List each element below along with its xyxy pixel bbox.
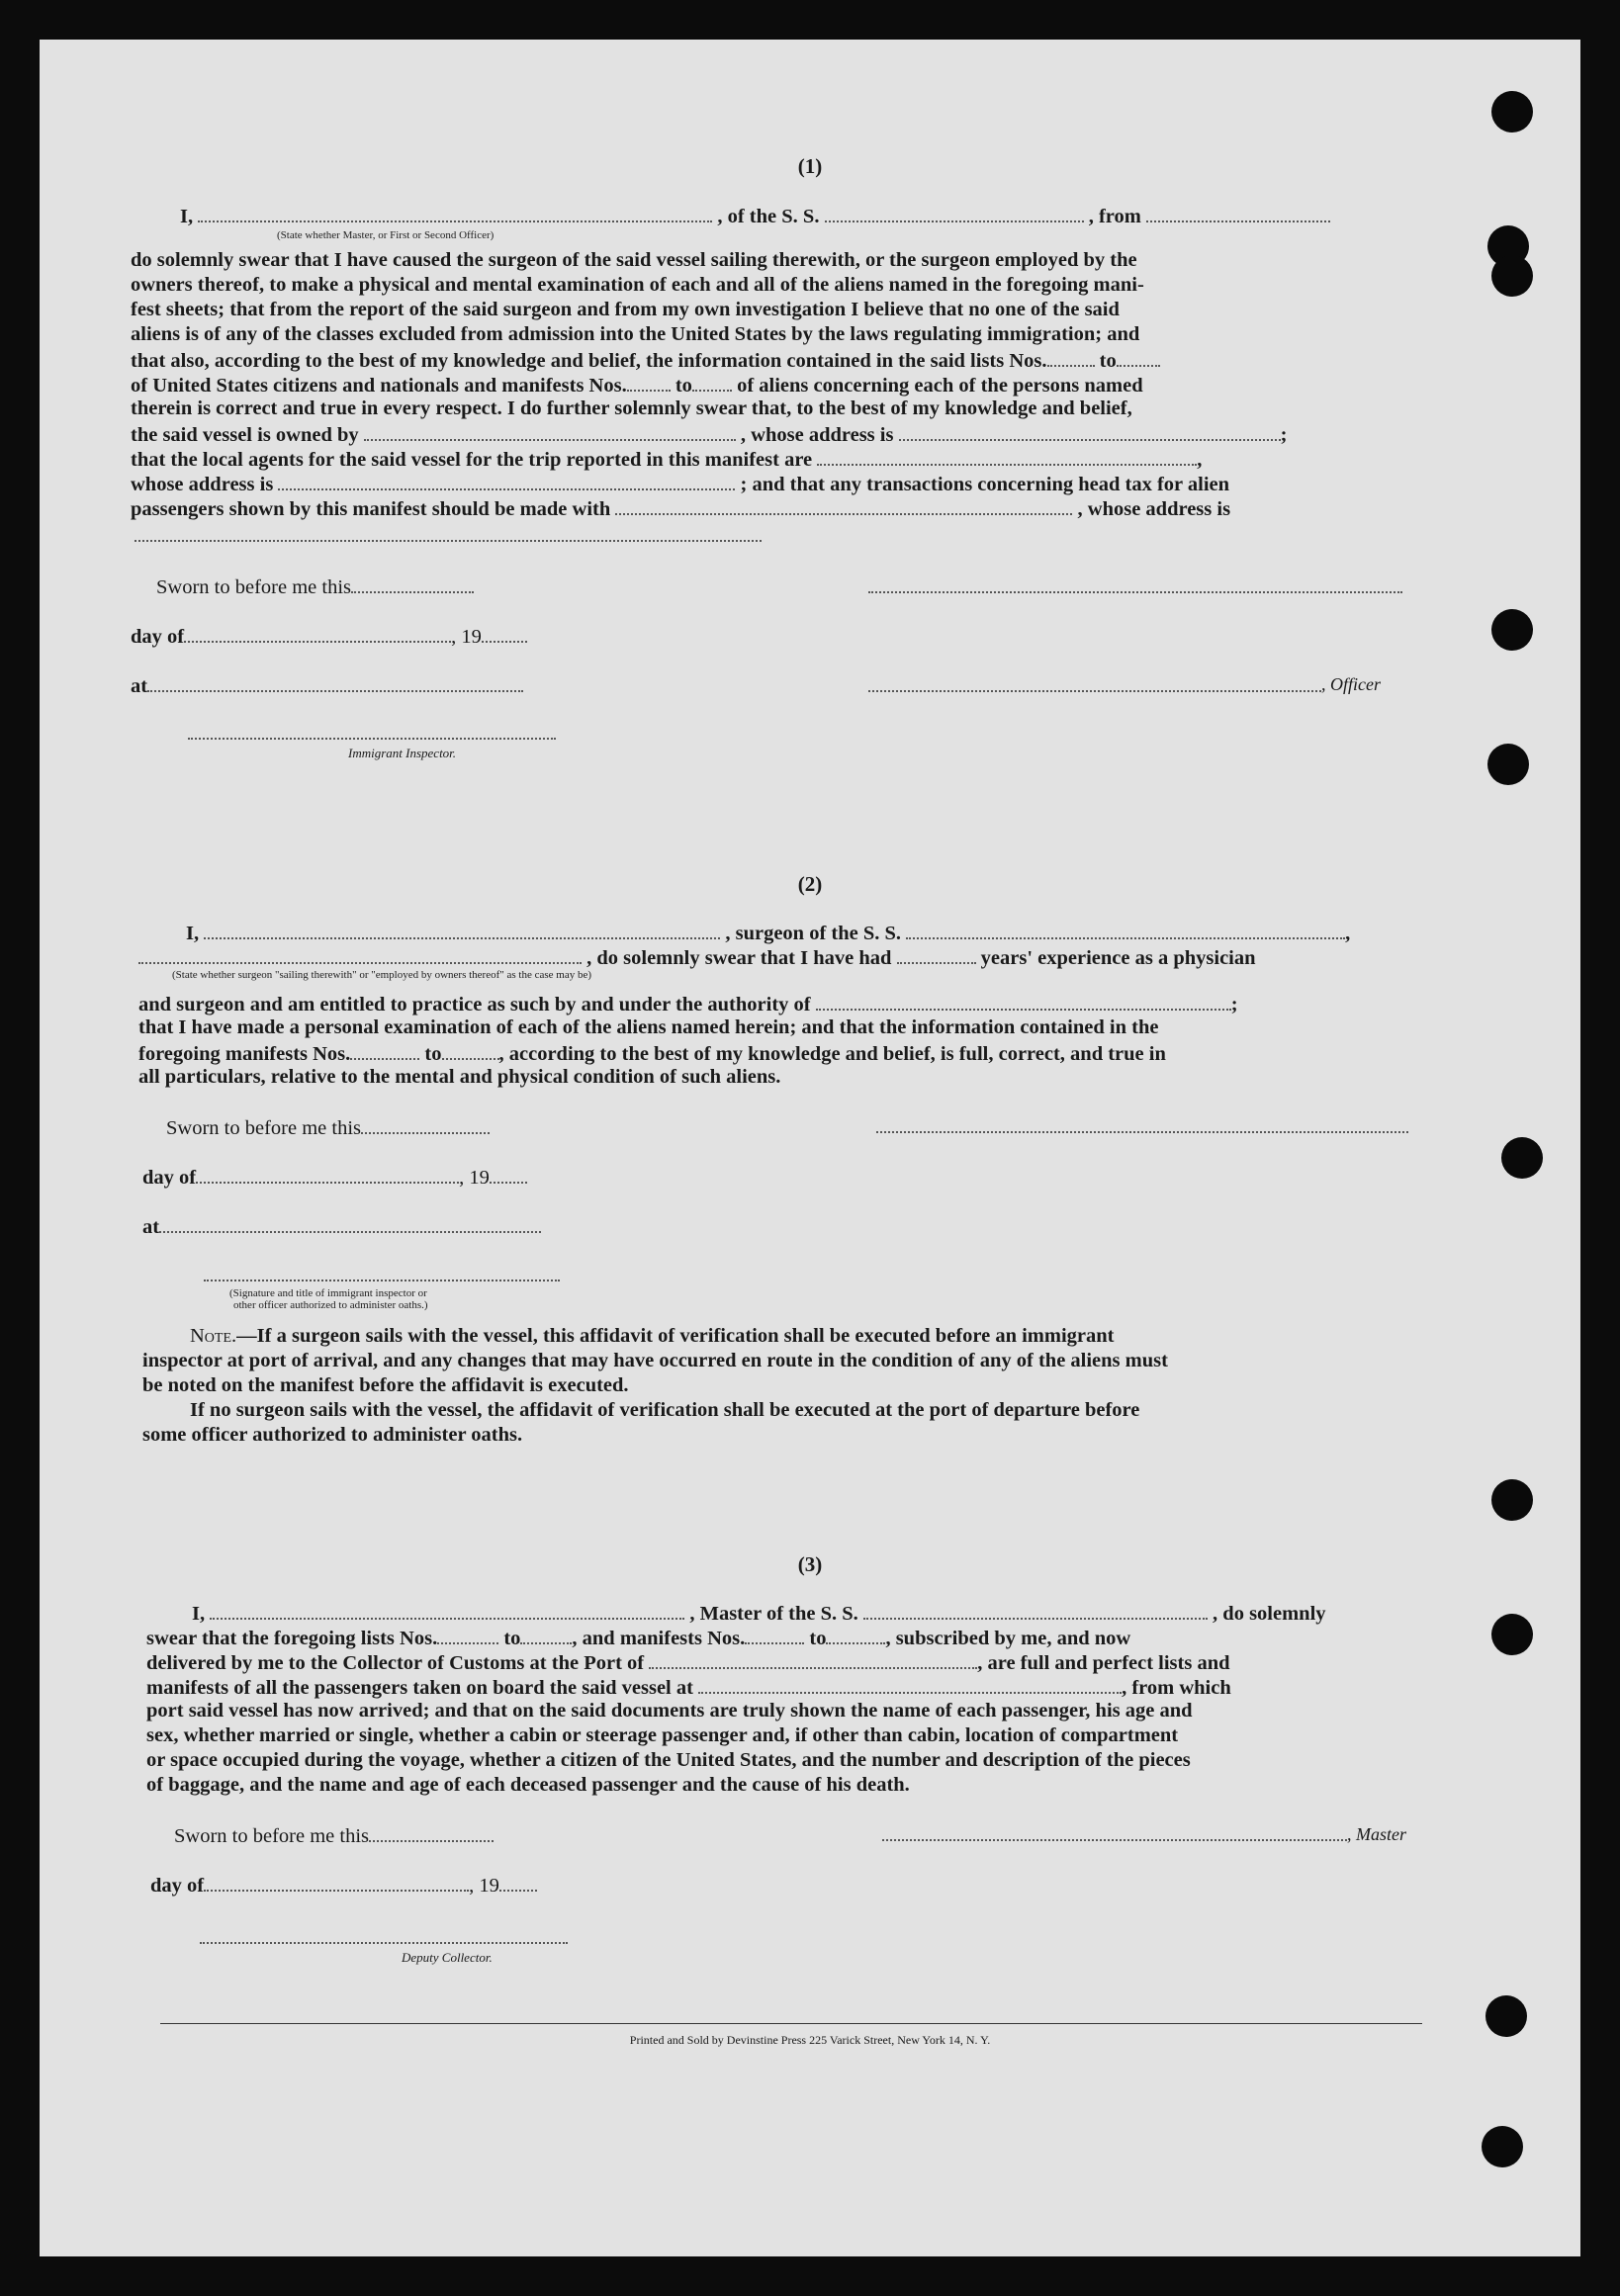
s1-master-signature-line (868, 591, 1402, 593)
s2-note-line: inspector at port of arrival, and any changes that may have occurred en route in the condition of any of the aliens must (142, 1350, 1168, 1371)
punch-hole-1 (1491, 91, 1533, 132)
s2-signature-caption-1: (Signature and title of immigrant inspector or (229, 1287, 427, 1299)
s3-para-line: port said vessel has now arrived; and that on the said documents are truly shown the name of each passenger, his age and (146, 1700, 1193, 1722)
s1-para-line: that the local agents for the said vessel for the trip reported in this manifest are , (131, 446, 1202, 473)
s3-line-1: I, , Master of the S. S. , do solemnly (192, 1600, 1326, 1627)
s1-sworn: Sworn to before me this (156, 574, 474, 600)
s3-para-line: delivered by me to the Collector of Customs at the Port of , are full and perfect lists and (146, 1649, 1230, 1676)
s1-line-1: I, , of the S. S. , from (180, 203, 1330, 229)
s1-para-line: therein is correct and true in every respect. I do further solemnly swear that, to the best of my knowledge and belief, (131, 397, 1132, 419)
punch-hole-7 (1491, 1479, 1533, 1521)
s3-master-signature-line (882, 1839, 1347, 1841)
s2-para-line: all particulars, relative to the mental and physical condition of such aliens. (138, 1066, 781, 1088)
s1-officer-label: , Officer (1321, 674, 1381, 694)
punch-hole-3 (1491, 255, 1533, 297)
s2-dayof: day of , 19 (142, 1164, 527, 1191)
punch-hole-8 (1491, 1614, 1533, 1655)
s1-para-line: the said vessel is owned by , whose address is ; (131, 421, 1287, 448)
s3-para-line: sex, whether married or single, whether a cabin or steerage passenger and, if other than cabin, location of compartment (146, 1724, 1179, 1746)
s1-officer-line (868, 690, 1321, 692)
s1-para-line: that also, according to the best of my knowledge and belief, the information contained in the said lists Nos. to (131, 347, 1160, 374)
punch-hole-10 (1482, 2126, 1523, 2167)
s3-para-line: of baggage, and the name and age of each deceased passenger and the cause of his death. (146, 1774, 910, 1796)
s2-para-line: that I have made a personal examination of each of the aliens named herein; and that the information contained in the (138, 1016, 1159, 1038)
s2-note-line: Note.—If a surgeon sails with the vessel, this affidavit of verification shall be executed before an immigrant (190, 1325, 1115, 1347)
s1-para-line: fest sheets; that from the report of the said surgeon and from my own investigation I believe that no one of the said (131, 299, 1120, 320)
s2-surgeon-caption: (State whether surgeon "sailing therewith" or "employed by owners thereof" as the case may be) (172, 969, 592, 981)
s2-para-line: foregoing manifests Nos. to , according to the best of my knowledge and belief, is full, correct, and true in (138, 1040, 1166, 1067)
s3-sworn: Sworn to before me this (174, 1822, 494, 1849)
punch-hole-9 (1485, 1995, 1527, 2037)
section-2-number: (2) (797, 872, 823, 896)
punch-hole-6 (1501, 1137, 1543, 1179)
s3-collector-line (200, 1942, 568, 1944)
footer-rule (160, 2023, 1422, 2024)
s3-collector-caption: Deputy Collector. (402, 1950, 493, 1965)
s1-inspector-line (188, 738, 556, 740)
s2-line-1: I, , surgeon of the S. S. , (186, 920, 1350, 946)
s1-para-line: aliens is of any of the classes excluded from admission into the United States by the laws regulating immigration; and (131, 323, 1140, 345)
s3-para-line: or space occupied during the voyage, whether a citizen of the United States, and the number and description of the pieces (146, 1749, 1191, 1771)
s1-officer-caption: (State whether Master, or First or Second Officer) (277, 229, 495, 241)
s2-surgeon-signature-line (876, 1131, 1408, 1133)
s1-at: at (131, 672, 523, 699)
s1-address-line (135, 540, 762, 542)
s2-sworn: Sworn to before me this (166, 1114, 490, 1141)
s2-para-line: and surgeon and am entitled to practice as such by and under the authority of ; (138, 991, 1238, 1017)
s1-para-line: whose address is ; and that any transactions concerning head tax for alien (131, 471, 1229, 497)
s3-dayof: day of , 19 (150, 1872, 537, 1899)
punch-hole-4 (1491, 609, 1533, 651)
s3-para-line: manifests of all the passengers taken on board the said vessel at , from which (146, 1674, 1231, 1701)
s2-note-line: some officer authorized to administer oaths. (142, 1424, 523, 1446)
printer-imprint: Printed and Sold by Devinstine Press 225 Varick Street, New York 14, N. Y. (629, 2033, 991, 2047)
punch-hole-5 (1487, 744, 1529, 785)
s2-at: at (142, 1213, 541, 1240)
s2-inspector-line (204, 1280, 560, 1281)
s1-para-line: of United States citizens and nationals and manifests Nos. to of aliens concerning each of the persons named (131, 372, 1143, 398)
manifest-affidavit-page (40, 40, 1580, 2256)
s1-para-line: do solemnly swear that I have caused the surgeon of the said vessel sailing therewith, or the surgeon employed by the (131, 249, 1137, 271)
s2-note-line: If no surgeon sails with the vessel, the affidavit of verification shall be executed at the port of departure before (190, 1399, 1140, 1421)
s3-master-label: , Master (1347, 1824, 1406, 1844)
s2-signature-caption-2: other officer authorized to administer oaths.) (233, 1299, 428, 1311)
s3-para-line: swear that the foregoing lists Nos. to , and manifests Nos. to , subscribed by me, and now (146, 1625, 1130, 1651)
s1-dayof: day of , 19 (131, 623, 527, 650)
section-3-number: (3) (797, 1552, 823, 1576)
s1-inspector-caption: Immigrant Inspector. (348, 746, 457, 760)
section-1-number: (1) (797, 154, 823, 178)
s2-line-2: , do solemnly swear that I have had years' experience as a physician (138, 944, 1256, 971)
s2-note-line: be noted on the manifest before the affidavit is executed. (142, 1374, 629, 1396)
s1-para-line: passengers shown by this manifest should be made with , whose address is (131, 495, 1230, 522)
s1-para-line: owners thereof, to make a physical and mental examination of each and all of the aliens named in the foregoing mani- (131, 274, 1144, 296)
